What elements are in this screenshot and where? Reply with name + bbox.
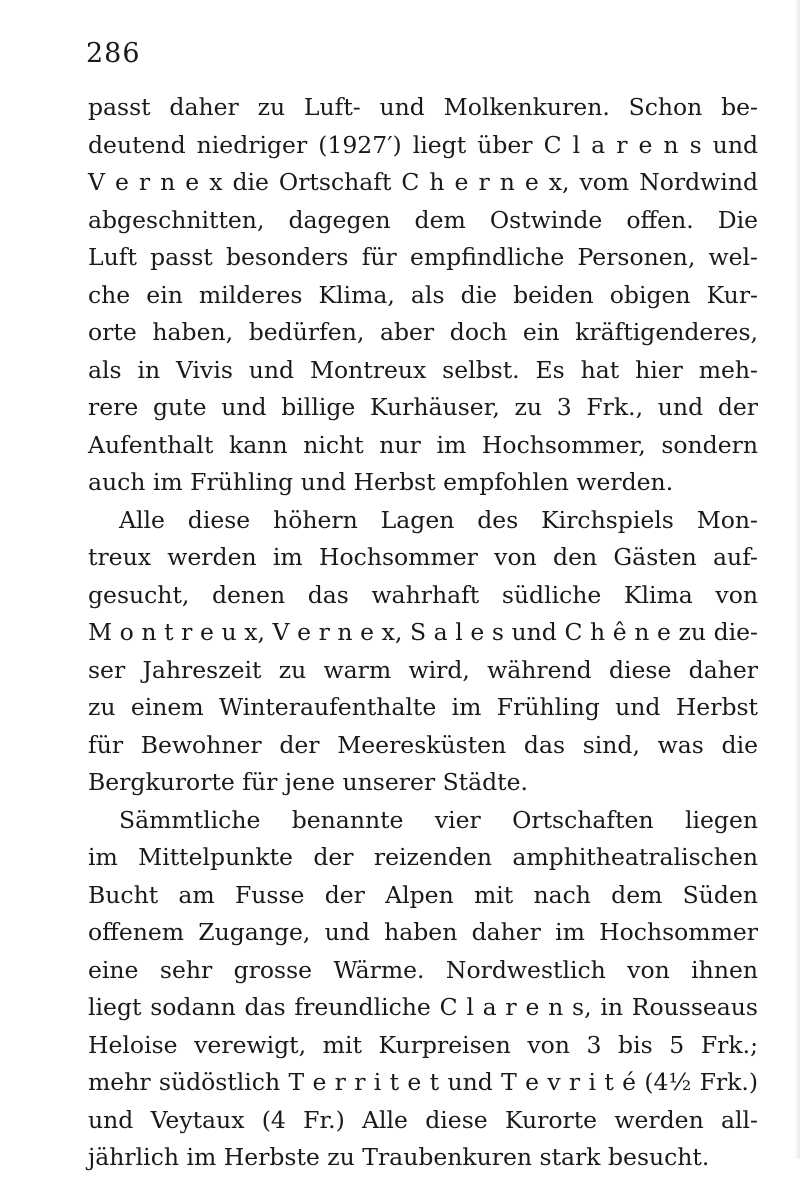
text-line: deutend niedriger (1927′) liegt über C l a r e n s und <box>88 130 758 159</box>
text-line: im Mittelpunkte der reizenden amphitheatralischen <box>88 843 758 871</box>
paragraph-start-line: Sämmtliche benannte vier Ortschaften liegen <box>119 805 758 834</box>
text-line: abgeschnitten, dagegen dem Ostwinde offen. Die <box>88 205 758 234</box>
page-number: 286 <box>86 38 141 69</box>
paragraph-end-line: Bergkurorte für jene unserer Städte. <box>88 768 529 796</box>
text-line: zu einem Winteraufenthalte im Frühling und Herbst <box>88 693 758 721</box>
text-line: offenem Zugange, und haben daher im Hochsommer <box>88 918 758 946</box>
text-line: orte haben, bedürfen, aber doch ein kräftigenderes, <box>88 318 758 346</box>
text-line: Bucht am Fusse der Alpen mit nach dem Süden <box>88 880 758 909</box>
text-line: eine sehr grosse Wärme. Nordwestlich von ihnen <box>88 955 758 984</box>
text-line: M o n t r e u x, V e r n e x, S a l e s und C h ê n e zu die- <box>88 618 758 646</box>
text-line: mehr südöstlich T e r r i t e t und T e v r i t é (4½ Frk.) <box>88 1068 758 1096</box>
text-line: gesucht, denen das wahrhaft südliche Klima von <box>88 580 758 609</box>
paragraph-end-line: auch im Frühling und Herbst empfohlen werden. <box>88 468 674 496</box>
text-line: liegt sodann das freundliche C l a r e n s, in Rousseaus <box>88 993 758 1021</box>
paragraph-end-line: jährlich im Herbste zu Traubenkuren stark besucht. <box>88 1143 710 1171</box>
text-line: rere gute und billige Kurhäuser, zu 3 Frk., und der <box>88 393 758 421</box>
body-text <box>88 89 758 1177</box>
text-line: Heloise verewigt, mit Kurpreisen von 3 bis 5 Frk.; <box>88 1030 758 1059</box>
paragraph-start-line: Alle diese höhern Lagen des Kirchspiels Mon- <box>119 505 758 534</box>
text-line: für Bewohner der Meeresküsten das sind, was die <box>88 730 758 759</box>
text-line: V e r n e x die Ortschaft C h e r n e x, vom Nordwind <box>88 168 758 196</box>
text-line: als in Vivis und Montreux selbst. Es hat hier meh- <box>88 355 758 384</box>
text-line: che ein milderes Klima, als die beiden obigen Kur- <box>88 280 758 309</box>
text-line: passt daher zu Luft- und Molkenkuren. Schon be- <box>88 93 758 121</box>
text-line: und Veytaux (4 Fr.) Alle diese Kurorte werden all- <box>88 1105 758 1134</box>
text-line: Luft passt besonders für empfindliche Personen, wel- <box>88 243 758 271</box>
page-edge-shadow <box>794 0 800 1159</box>
text-line: ser Jahreszeit zu warm wird, während diese daher <box>88 655 758 684</box>
text-line: treux werden im Hochsommer von den Gästen auf- <box>88 543 758 571</box>
text-line: Aufenthalt kann nicht nur im Hochsommer, sondern <box>88 430 758 459</box>
